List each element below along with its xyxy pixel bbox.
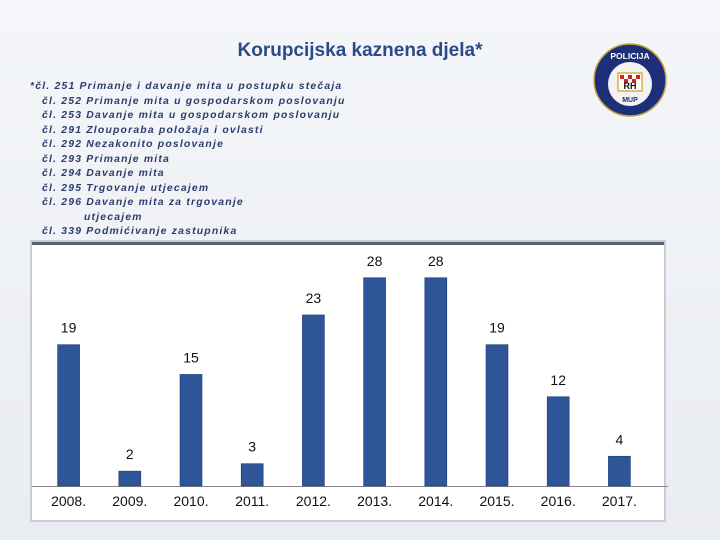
page-title: Korupcijska kaznena djela* <box>237 40 483 61</box>
bar-2016 <box>547 397 569 486</box>
policija-badge-icon <box>592 42 668 118</box>
x-tick-label: 2017. <box>601 493 637 509</box>
bar-2009 <box>119 471 141 486</box>
bar-2011 <box>241 464 263 486</box>
x-tick-label: 2013. <box>357 493 393 509</box>
article-note: čl. 339 Podmićivanje zastupnika <box>42 226 238 237</box>
article-note: utjecajem <box>84 211 143 223</box>
data-label: 15 <box>183 349 199 366</box>
x-tick-label: 2011. <box>235 493 270 509</box>
x-tick-label: 2016. <box>540 493 576 509</box>
badge-text: MUP <box>622 97 638 104</box>
data-label: 2 <box>125 446 134 463</box>
article-note: *čl. 251 Primanje i davanje mita u postupku stečaja <box>30 81 343 92</box>
article-note: čl. 292 Nezakonito poslovanje <box>42 139 225 150</box>
article-note: čl. 291 Zlouporaba položaja i ovlasti <box>42 124 264 136</box>
bar-chart <box>30 240 666 522</box>
article-note: čl. 294 Davanje mita <box>42 168 165 179</box>
article-note: čl. 253 Davanje mita u gospodarskom poslovanju <box>42 110 341 121</box>
article-note: čl. 252 Primanje mita u gospodarskom poslovanju <box>42 95 346 107</box>
bar-2008 <box>58 345 80 486</box>
data-label: 19 <box>60 319 77 336</box>
article-note: čl. 295 Trgovanje utjecajem <box>42 182 210 194</box>
chart-canvas <box>32 242 668 524</box>
bar-2013 <box>364 278 386 486</box>
data-label: 4 <box>615 431 624 448</box>
data-label: 28 <box>366 252 383 269</box>
data-label: 12 <box>550 371 566 388</box>
x-tick-label: 2012. <box>295 493 331 509</box>
badge-text: POLICIJA <box>610 51 650 61</box>
x-tick-label: 2010. <box>173 493 209 509</box>
data-label: 28 <box>428 252 444 269</box>
data-label: 23 <box>305 289 322 306</box>
data-label: 3 <box>248 438 257 455</box>
article-list <box>30 80 350 240</box>
x-tick-label: 2009. <box>112 493 148 509</box>
article-note: čl. 293 Primanje mita <box>42 153 171 165</box>
bar-2014 <box>425 278 447 486</box>
x-tick-label: 2015. <box>479 493 515 509</box>
bar-2010 <box>180 374 202 486</box>
x-tick-label: 2008. <box>51 493 87 509</box>
bar-2017 <box>608 456 630 486</box>
data-label: 19 <box>489 319 505 336</box>
bar-2015 <box>486 345 508 486</box>
article-note: čl. 296 Davanje mita za trgovanje <box>42 197 244 208</box>
badge-text: RH <box>623 81 637 91</box>
bar-2012 <box>302 315 324 486</box>
x-tick-label: 2014. <box>418 493 454 509</box>
